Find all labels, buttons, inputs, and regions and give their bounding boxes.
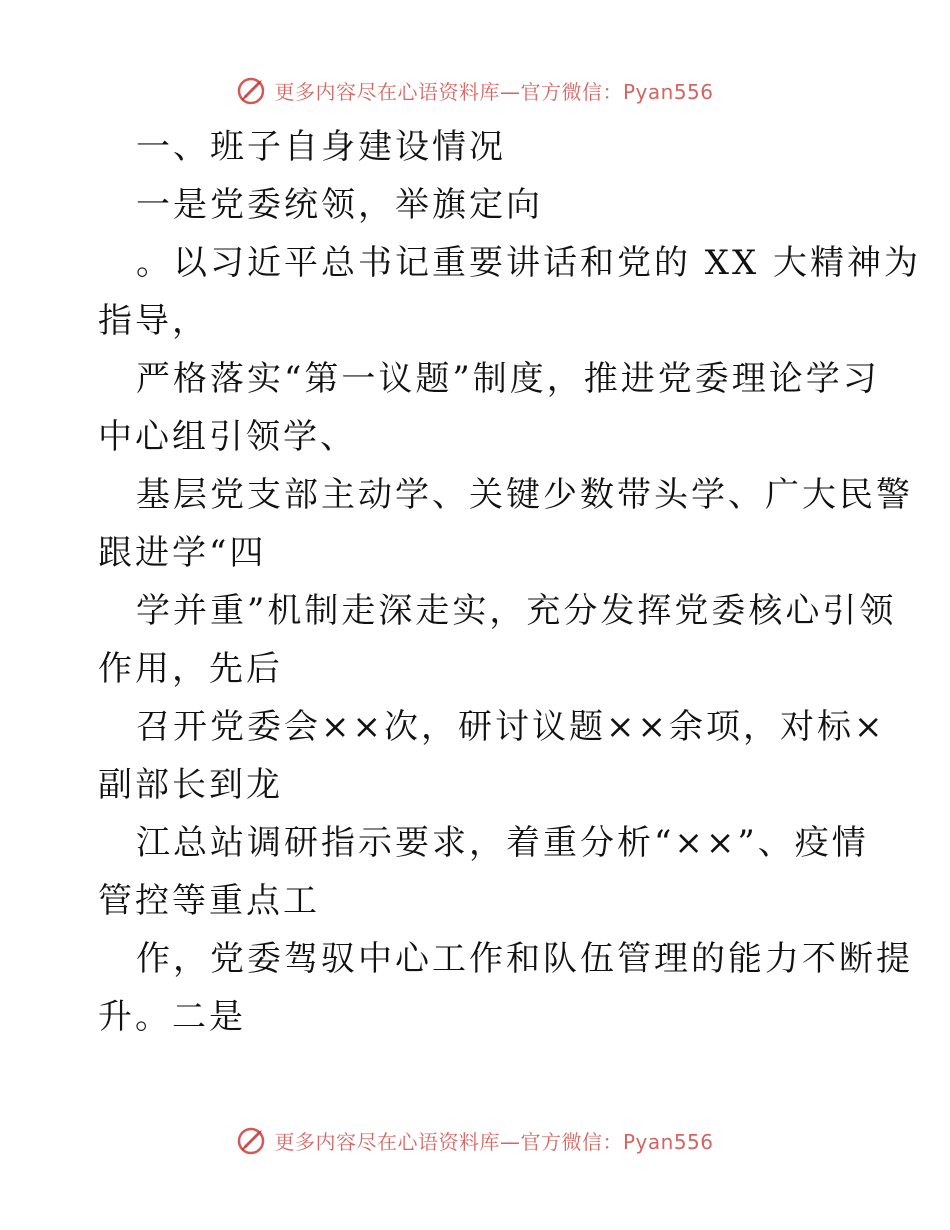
text-line: 升。二是	[98, 997, 246, 1037]
watermark-separator: —	[499, 1129, 521, 1154]
text-line: 。以习近平总书记重要讲话和党的 XX 大精神为	[136, 243, 922, 283]
text-line: 管控等重点工	[98, 881, 320, 921]
footer-watermark	[0, 1120, 950, 1160]
text-line: 严格落实“第一议题”制度，推进党委理论学习	[136, 359, 880, 399]
quill-logo-icon	[236, 74, 268, 106]
watermark-text	[274, 1126, 713, 1155]
text-line: 基层党支部主动学、关键少数带头学、广大民警	[136, 475, 913, 515]
text-line: 中心组引领学、	[98, 417, 357, 457]
text-line: 作，党委驾驭中心工作和队伍管理的能力不断提	[136, 939, 913, 979]
text-line: 江总站调研指示要求，着重分析“××”、疫情	[136, 823, 869, 863]
watermark-tail: 官方微信：	[520, 79, 623, 104]
watermark-main: 更多内容尽在心语资料库	[274, 79, 500, 104]
text-line: 学并重”机制走深走实，充分发挥党委核心引领	[136, 591, 897, 631]
text-line: 副部长到龙	[98, 765, 283, 805]
text-line: 一、班子自身建设情况	[136, 127, 506, 167]
watermark-tail: 官方微信：	[520, 1129, 623, 1154]
text-line: 作用，先后	[98, 649, 283, 689]
watermark-main: 更多内容尽在心语资料库	[274, 1129, 500, 1154]
watermark-separator: —	[499, 79, 521, 104]
header-watermark	[0, 70, 950, 110]
watermark-id: Pyan556	[622, 79, 714, 104]
watermark-id: Pyan556	[622, 1129, 714, 1154]
quill-logo-icon	[236, 1124, 268, 1156]
text-line: 召开党委会××次，研讨议题××余项，对标×	[136, 707, 886, 747]
text-line: 指导，	[98, 301, 209, 341]
watermark-text	[274, 76, 713, 105]
text-line: 跟进学“四	[98, 533, 267, 573]
text-line: 一是党委统领，举旗定向	[136, 185, 543, 225]
document-body	[98, 118, 922, 1046]
